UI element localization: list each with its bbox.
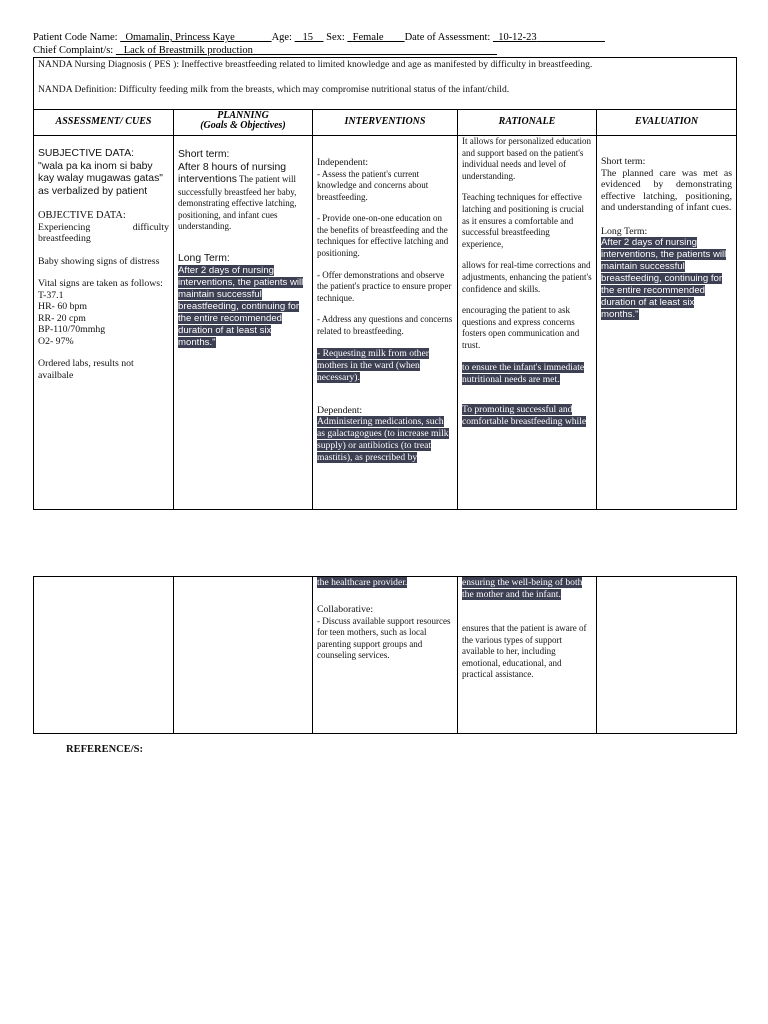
intervention-item-highlighted: - Requesting milk from other mothers in the ward (when necessary).: [317, 347, 429, 383]
rationale-cell-continued: [458, 577, 597, 734]
date-value: 10-12-23: [498, 32, 537, 43]
subjective-heading: SUBJECTIVE DATA:: [38, 148, 135, 159]
planning-short-rest: The patient will successfully breastfeed her baby, demonstrating effective latching, positioning, and infant cues understanding.: [178, 174, 297, 232]
intervention-item: - Discuss available support resources for teen mothers, such as local parenting support groups and counseling services.: [317, 615, 451, 661]
chief-complaint-line: [33, 45, 497, 56]
planning-long-text: After 2 days of nursing interventions, the patients will maintain successful breastfeeding, continuing for the entire recommended duration of at least six months.": [178, 265, 304, 349]
evaluation-long-heading: Long Term:: [601, 225, 648, 237]
evaluation-cell-continued: [597, 577, 737, 734]
subjective-text: "wala pa ka inom si baby kay walay mugawas gatas" as verbalized by patient: [38, 160, 163, 197]
vital-heart-rate: HR- 60 bpm: [38, 301, 87, 312]
dependent-item: Administering medications, such as galactagogues (to increase milk supply) or antibiotics (to treat mastitis), as prescribed by: [317, 416, 449, 464]
intervention-item: - Address any questions and concerns related to breastfeeding.: [317, 314, 453, 337]
rationale-item: Teaching techniques for effective latching and positioning is crucial as it ensures a comfortable and successful breastfeeding experience,: [462, 192, 584, 249]
rationale-item: ensures that the patient is aware of the various types of support available to her, including emotional, educational, and practical assistance.: [462, 623, 587, 680]
col-header-interventions: INTERVENTIONS: [313, 110, 458, 136]
collaborative-heading: Collaborative:: [317, 604, 374, 615]
planning-title: PLANNING: [217, 110, 269, 121]
planning-subtitle: (Goals & Objectives): [200, 120, 286, 131]
nanda-definition: NANDA Definition: Difficulty feeding milk from the breasts, which may compromise nutritional status of the infant/child.: [38, 84, 510, 95]
patient-code-value: Omamalin, Princess Kaye: [125, 32, 235, 43]
intervention-item: - Provide one-on-one education on the benefits of breastfeeding and the techniques for effective latching and positioning.: [317, 213, 449, 259]
nanda-box: [34, 58, 737, 110]
planning-cell: [174, 136, 313, 510]
col-header-evaluation: EVALUATION: [597, 110, 737, 136]
vital-temperature: T-37.1: [38, 289, 64, 301]
intervention-item: - Offer demonstrations and observe the patient's practice to ensure proper technique.: [317, 269, 452, 303]
vital-blood-pressure: BP-110/70mmhg: [38, 324, 106, 335]
vitals-intro: Vital signs are taken as follows:: [38, 278, 163, 289]
nanda-diagnosis: NANDA Nursing Diagnosis ( PES ): Ineffective breastfeeding related to limited knowledge and age as manifested by difficulty in breastfeeding.: [38, 59, 593, 70]
dependent-item-continued: the healthcare provider.: [317, 577, 408, 588]
references-label: REFERENCE/S:: [66, 744, 144, 755]
planning-short-heading: Short term:: [178, 149, 230, 160]
vital-resp-rate: RR- 20 cpm: [38, 312, 86, 324]
rationale-item-highlighted: ensuring the well-being of both the mother and the infant.: [462, 577, 583, 600]
objective-heading: OBJECTIVE DATA:: [38, 210, 126, 221]
planning-long-heading: Long Term:: [178, 252, 230, 264]
rationale-item: allows for real-time corrections and adjustments, enhancing the patient's confidence and skills.: [462, 260, 592, 294]
sex-value: Female: [352, 32, 384, 43]
patient-code-label: Patient Code Name:: [33, 32, 118, 43]
evaluation-cell: [597, 136, 737, 510]
col-header-planning: [174, 110, 313, 136]
planning-short-lead: After 8 hours of nursing interventions: [178, 161, 287, 185]
intervention-item: - Assess the patient's current knowledge and concerns about breastfeeding.: [317, 168, 429, 202]
age-label: Age:: [271, 32, 292, 43]
labs-note: Ordered labs, results not availbale: [38, 358, 134, 381]
chief-complaint-label: Chief Complaint/s:: [33, 45, 114, 56]
rationale-item: It allows for personalized education and support based on the patient's individual needs and level of understanding.: [462, 136, 591, 181]
patient-header-line: [33, 32, 605, 43]
independent-heading: Independent:: [317, 157, 369, 168]
col-header-assessment: ASSESSMENT/ CUES: [34, 110, 174, 136]
rationale-item-highlighted: to ensure the infant's immediate nutritional needs are met.: [462, 361, 585, 385]
assessment-cell-continued: [34, 577, 174, 734]
planning-cell-continued: [174, 577, 313, 734]
dependent-heading: Dependent:: [317, 404, 363, 416]
rationale-item-highlighted: To promoting successful and comfortable breastfeeding while: [462, 403, 587, 427]
date-label: Date of Assessment:: [404, 32, 491, 43]
interventions-cell-continued: [313, 577, 458, 734]
rationale-cell: [458, 136, 597, 510]
objective-item: Baby showing signs of distress: [38, 255, 160, 267]
objective-item: Experiencing difficulty breastfeeding: [38, 221, 169, 244]
evaluation-long-text: After 2 days of nursing interventions, the patients will maintain successful breastfeeding, continuing for the entire recommended duration of at least six months.": [601, 237, 727, 320]
care-plan-table-page-1: [33, 57, 737, 510]
rationale-item: encouraging the patient to ask questions and express concerns fosters open communication and trust.: [462, 305, 580, 350]
sex-label: Sex:: [326, 32, 345, 43]
assessment-cell: [34, 136, 174, 510]
vital-oxygen: O2- 97%: [38, 335, 74, 347]
care-plan-table-page-2: [33, 576, 737, 734]
interventions-cell: [313, 136, 458, 510]
chief-complaint-value: Lack of Breastmilk production: [123, 45, 253, 56]
evaluation-short-heading: Short term:: [601, 156, 646, 167]
evaluation-short-text: The planned care was met as evidenced by demonstrating effective latching, positioning, and understanding of infant cues.: [601, 167, 733, 213]
planning-short-text: [178, 162, 308, 233]
age-value: 15: [302, 32, 313, 43]
col-header-rationale: RATIONALE: [458, 110, 597, 136]
